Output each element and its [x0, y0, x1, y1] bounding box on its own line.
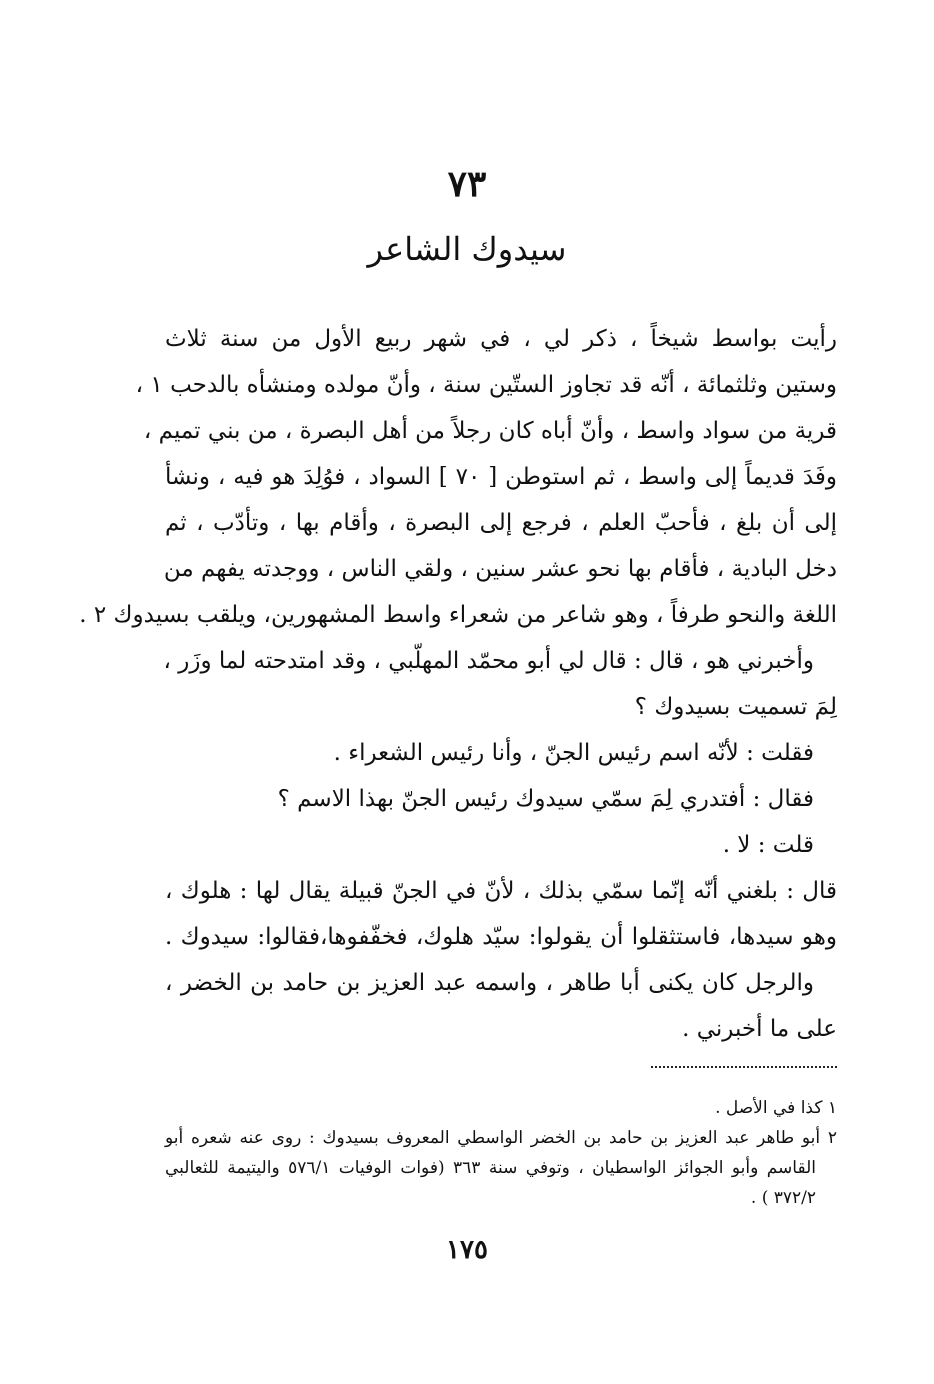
chapter-title: سيدوك الشاعر — [367, 230, 567, 268]
body-line: قلت : لا . — [722, 832, 814, 858]
body-line: دخل البادية ، فأقام بها نحو عشر سنين ، ولقي الناس ، ووجدته يفهم من — [163, 556, 837, 582]
body-line: قرية من سواد واسط ، وأنّ أباه كان رجلاً من أهل البصرة ، من بني تميم ، — [143, 418, 837, 444]
body-line: اللغة والنحو طرفاً ، وهو شاعر من شعراء واسط المشهورين، ويلقب بسيدوك ٢ . — [79, 602, 837, 628]
body-line: فقلت : لأنّه اسم رئيس الجنّ ، وأنا رئيس الشعراء . — [333, 740, 814, 766]
body-line: قال : بلغني أنّه إنّما سمّي بذلك ، لأنّ في الجنّ قبيلة يقال لها : هلوك ، — [165, 878, 837, 904]
body-line: لِمَ تسميت بسيدوك ؟ — [634, 694, 837, 720]
body-line: وستين وثلثمائة ، أنّه قد تجاوز الستّين سنة ، وأنّ مولده ومنشأه بالدحب ١ ، — [135, 372, 837, 398]
footnote-divider — [651, 1066, 837, 1068]
footnote-line: القاسم وأبو الجوائز الواسطيان ، وتوفي سنة ٣٦٣ (فوات الوفيات ٥٧٦/١ واليتيمة للثعالبي — [165, 1158, 816, 1178]
body-line: رأيت بواسط شيخاً ، ذكر لي ، في شهر ربيع الأول من سنة ثلاث — [165, 326, 837, 352]
body-line: وهو سيدها، فاستثقلوا أن يقولوا: سيّد هلوك، فخفّفوها،فقالوا: سيدوك . — [165, 924, 837, 950]
footnote-line: ١ كذا في الأصل . — [715, 1098, 837, 1118]
body-line: على ما أخبرني . — [682, 1016, 837, 1042]
footnote-line: ٣٧٢/٢ ) . — [750, 1188, 816, 1208]
footnote-line: ٢ أبو طاهر عبد العزيز بن حامد بن الخضر الواسطي المعروف بسيدوك : روى عنه شعره أبو — [165, 1128, 837, 1148]
body-line: وأخبرني هو ، قال : قال لي أبو محمّد المهلّبي ، وقد امتدحته لما وزَر ، — [163, 648, 814, 674]
page-number: ١٧٥ — [446, 1235, 488, 1265]
body-line: وفَدَ قديماً إلى واسط ، ثم استوطن [ ٧٠ ] السواد ، فوُلِدَ هو فيه ، ونشأ — [165, 464, 837, 490]
body-line: إلى أن بلغ ، فأحبّ العلم ، فرجع إلى البصرة ، وأقام بها ، وتأدّب ، ثم — [165, 510, 837, 536]
body-line: فقال : أفتدري لِمَ سمّي سيدوك رئيس الجنّ بهذا الاسم ؟ — [277, 786, 814, 812]
body-line: والرجل كان يكنى أبا طاهر ، واسمه عبد العزيز بن حامد بن الخضر ، — [165, 970, 814, 996]
chapter-number: ٧٣ — [447, 163, 487, 205]
